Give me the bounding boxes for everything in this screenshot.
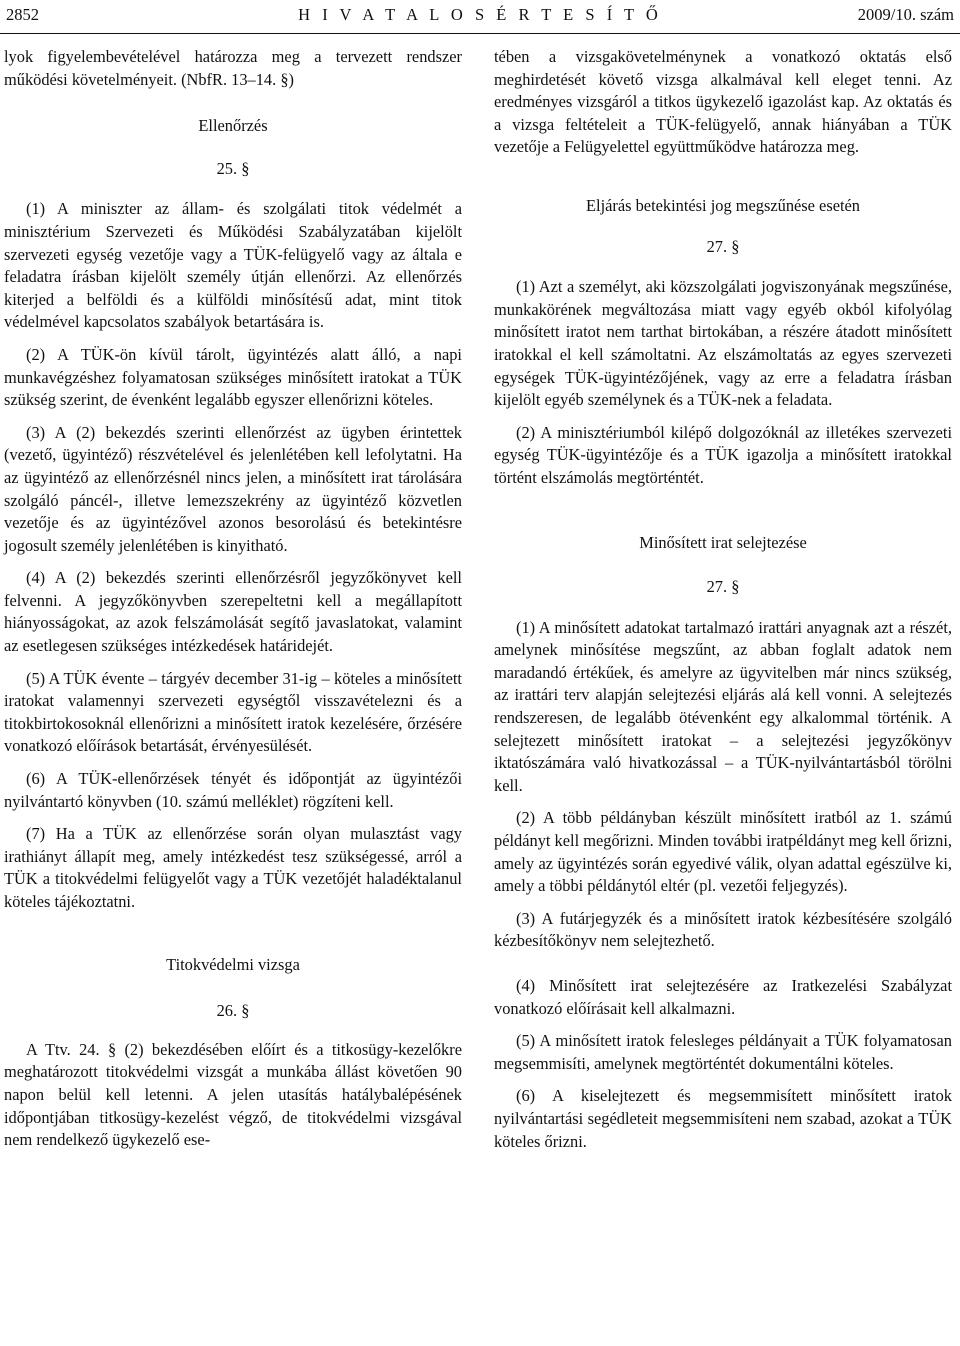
header-rule (0, 33, 960, 34)
paragraph: (6) A TÜK-ellenőrzések tényét és időpontját az ügyintézői nyilvántartó könyvben (10. számú melléklet) rögzíteni kell. (4, 769, 462, 811)
paragraph: (5) A TÜK évente – tárgyév december 31-ig – köteles a minősített iratokat valamennyi szervezeti egységtől visszavételezni és a titokbirtokosoknál ellenőrizni a minősített iratok kezelésére, őrzésére vonatkozó előírások betartását, érvényesülését. (4, 668, 462, 756)
section-number: 25. § (216, 158, 250, 178)
left-column (4, 46, 462, 1152)
section-number: 27. § (706, 577, 740, 597)
paragraph: (1) A miniszter az állam- és szolgálati titok védelmét a minisztérium Szervezeti és Működési Szabályzatában kijelölt szervezeti egység vezetője vagy a TÜK-felügyelő vagy az általa e feladatra írásban kijelölt személy útján ellenőrzi. Az ellenőrzés kiterjed a belföldi és a külföldi minősítésű adat, mint titok védelmével kapcsolatos szabályok betartására is. (4, 199, 462, 332)
section-title: Minősített irat selejtezése (639, 532, 807, 552)
section-title: Titokvédelmi vizsga (166, 954, 300, 974)
paragraph: (4) Minősített irat selejtezésére az Iratkezelési Szabályzat vonatkozó előírásait kell alkalmazni. (494, 976, 952, 1018)
paragraph: (5) A minősített iratok felesleges példányait a TÜK folyamatosan megsemmisíti, amelynek megtörténtét dokumentálni köteles. (494, 1031, 952, 1073)
page-number: 2852 (6, 5, 39, 24)
paragraph: (3) A futárjegyzék és a minősített iratok kézbesítésére szolgáló kézbesítőkönyv nem selejtezhető. (494, 908, 952, 951)
paragraph: (7) Ha a TÜK az ellenőrzése során olyan mulasztást vagy irathiányt állapít meg, amely intézkedést tesz szükségessé, arról a TÜK a titokvédelmi felügyelőt vagy a TÜK vezetőjét haladéktalanul köteles tájékoztatni. (4, 824, 462, 911)
issue-number: 2009/10. szám (857, 5, 954, 24)
section-title: Ellenőrzés (198, 116, 268, 136)
paragraph: (2) A minisztériumból kilépő dolgozóknál az illetékes szervezeti egység TÜK-ügyintézője és a TÜK igazolja a minősített iratokkal történt elszámolás megtörténtét. (494, 422, 952, 487)
paragraph: (4) A (2) bekezdés szerinti ellenőrzésről jegyzőkönyvet kell felvenni. A jegyzőkönyvben szerepeltetni kell a megállapított hiányosságokat, az azok felszámolását segítő javaslatokat, valamint az esetlegesen szükséges intézkedések határidejét. (4, 568, 462, 656)
publication-title: H I V A T A L O S É R T E S Í T Ő (298, 5, 662, 24)
paragraph: (2) A több példányban készült minősített iratból az 1. számú példányt kell megőrizni. Minden további iratpéldányt meg kell őrizni, amely az ügyintézés során egyedivé válik, olyan adattal egészülve ki, amely a többi példánytól eltér (pl. vezetői feljegyzés). (494, 808, 952, 896)
paragraph: (3) A (2) bekezdés szerinti ellenőrzést az ügyben érintettek (vezető, ügyintéző) részvételével és jelenlétében kell lefolytatni. Ha az ügyintéző az ellenőrzésnél nincs jelen, a minősített irat tárolására szolgáló páncél-, illetve lemezszekrény az ügyintéző közvetlen vezetője és az ügyintézővel azonos besorolású és betekintésre jogosult személy jelenlétében is kinyitható. (4, 422, 462, 555)
page-header (0, 0, 960, 36)
continued-text: lyok figyelembevételével határozza meg a tervezett rendszer működési követelményeit. (NbfR. 13–14. §) (4, 47, 462, 89)
section-title: Eljárás betekintési jog megszűnése esetén (586, 195, 860, 215)
section-number: 26. § (216, 1001, 250, 1021)
continued-text: tében a vizsgakövetelménynek a vonatkozó oktatás első meghirdetését követő vizsga alkalmával kell eleget tenni. Az eredményes vizsgáról a titkos ügykezelő igazolást kap. Az oktatás és a vizsga feltételeit a TÜK-felügyelő, annak hiányában a TÜK vezetője a Felügyelettel együttműködve határozza meg. (494, 47, 952, 157)
paragraph: (6) A kiselejtezett és megsemmisített minősített iratok nyilvántartási segédleteit megsemmisíteni nem szabad, azokat a TÜK köteles őrizni. (494, 1086, 952, 1151)
section-number: 27. § (706, 236, 740, 256)
right-column (494, 46, 952, 1153)
paragraph: (1) Azt a személyt, aki közszolgálati jogviszonyának megszűnése, munkakörének megváltozása miatt vagy egyéb okból kifolyólag minősített iratot nem tarthat birtokában, a részére átadott minősített iratokkal el kell számoltatni. Az elszámoltatás az egyes szervezeti egységek TÜK-ügyintézőjének, vagy az erre a feladatra írásban kijelölt egyéb személynek és a TÜK-nek a feladata. (494, 277, 952, 410)
paragraph: (1) A minősített adatokat tartalmazó irattári anyagnak azt a részét, amelynek minősítése megszűnt, az abban foglalt adatok nem maradandó értékűek, és amelyre az ügyvitelben már nincs szükség, az irattári terv alapján selejtezési eljárás alá kell vonni. A selejtezés rendszeresen, de legalább ötévenként egy alkalommal történik. A selejtezett minősített iratokat – a selejtezési jegyzőkönyv iktatószámára való hivatkozással – a TÜK-nyilvántartásból törölni kell. (494, 617, 952, 795)
paragraph: (2) A TÜK-ön kívül tárolt, ügyintézés alatt álló, a napi munkavégzéshez folyamatosan szükséges minősített iratokat a TÜK szükség szerint, de évenként legalább egyszer ellenőrizni köteles. (4, 344, 462, 410)
paragraph: A Ttv. 24. § (2) bekezdésében előírt és a titkosügy-kezelőkre meghatározott titokvédelmi vizsgát a munkába állást követően 90 napon belül kell letenni. A jelen utasítás hatálybalépésének időpontjában titkosügy-kezelést végző, de titokvédelmi vizsgával nem rendelkező ügykezelő ese- (4, 1039, 462, 1150)
